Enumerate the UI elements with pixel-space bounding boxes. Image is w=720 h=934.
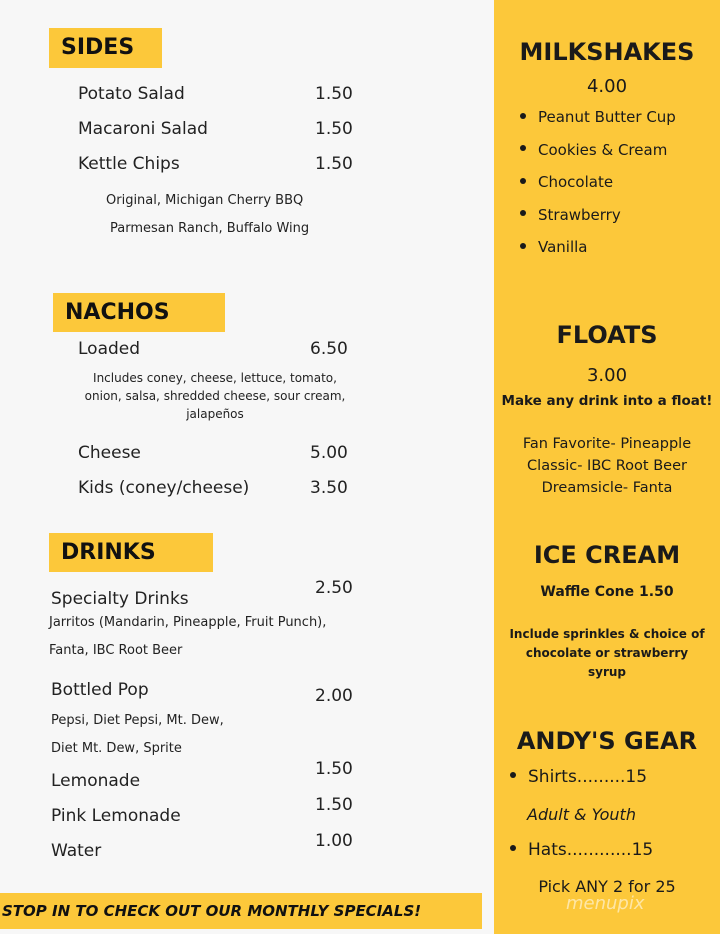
bullet-icon bbox=[520, 145, 526, 151]
bottled-pop-price: 2.00 bbox=[315, 686, 353, 706]
drinks-heading: DRINKS bbox=[49, 533, 213, 572]
pink-lemonade-name: Pink Lemonade bbox=[51, 806, 181, 826]
potato-salad-name: Potato Salad bbox=[78, 84, 185, 104]
monthly-specials-banner: STOP IN TO CHECK OUT OUR MONTHLY SPECIALS! bbox=[0, 893, 482, 929]
bottled-pop-desc-1: Pepsi, Diet Pepsi, Mt. Dew, bbox=[51, 713, 224, 728]
nachos-cheese-price: 5.00 bbox=[310, 443, 348, 463]
floats-price: 3.00 bbox=[586, 365, 628, 386]
gear-shirts-sub: Adult & Youth bbox=[527, 805, 636, 824]
ice-cream-note-2: chocolate or strawberry bbox=[525, 646, 689, 660]
milkshake-flavor-list bbox=[520, 106, 676, 269]
water-name: Water bbox=[51, 841, 102, 861]
ice-cream-note-3: syrup bbox=[587, 665, 626, 679]
milkshakes-heading: MILKSHAKES bbox=[519, 38, 695, 66]
floats-tagline: Make any drink into a float! bbox=[501, 393, 713, 409]
chips-flavors-line1: Original, Michigan Cherry BBQ bbox=[106, 193, 304, 208]
chips-flavors-line2: Parmesan Ranch, Buffalo Wing bbox=[110, 221, 310, 236]
nachos-heading: NACHOS bbox=[53, 293, 225, 332]
gear-deal: Pick ANY 2 for 25 bbox=[538, 877, 676, 896]
ice-cream-heading: ICE CREAM bbox=[533, 541, 681, 569]
bullet-icon bbox=[520, 113, 526, 119]
floats-line2: Classic- IBC Root Beer bbox=[527, 458, 687, 474]
milkshakes-price: 4.00 bbox=[586, 76, 628, 97]
list-item: Cookies & Cream bbox=[520, 139, 676, 172]
floats-heading: FLOATS bbox=[556, 321, 658, 349]
kettle-chips-price: 1.50 bbox=[315, 154, 353, 174]
nachos-loaded-desc-2: onion, salsa, shredded cheese, sour cream, bbox=[84, 389, 346, 403]
nachos-kids-name: Kids (coney/cheese) bbox=[78, 478, 250, 498]
macaroni-salad-price: 1.50 bbox=[315, 119, 353, 139]
list-item: Vanilla bbox=[520, 236, 676, 269]
pink-lemonade-price: 1.50 bbox=[315, 795, 353, 815]
nachos-loaded-desc-3: jalapeños bbox=[186, 407, 244, 421]
ice-cream-note-1: Include sprinkles & choice of bbox=[509, 627, 705, 641]
macaroni-salad-name: Macaroni Salad bbox=[78, 119, 208, 139]
bottled-pop-desc-2: Diet Mt. Dew, Sprite bbox=[51, 741, 182, 756]
bottled-pop-name: Bottled Pop bbox=[51, 680, 149, 700]
specialty-drinks-price: 2.50 bbox=[315, 578, 353, 598]
list-item: Chocolate bbox=[520, 171, 676, 204]
gear-heading: ANDY'S GEAR bbox=[516, 727, 698, 755]
nachos-loaded-price: 6.50 bbox=[310, 339, 348, 359]
gear-shirts: Shirts.........15 bbox=[510, 767, 647, 787]
nachos-loaded-desc-1: Includes coney, cheese, lettuce, tomato, bbox=[93, 371, 337, 385]
list-item: Peanut Butter Cup bbox=[520, 106, 676, 139]
lemonade-name: Lemonade bbox=[51, 771, 141, 791]
floats-line3: Dreamsicle- Fanta bbox=[541, 480, 673, 496]
nachos-kids-price: 3.50 bbox=[310, 478, 348, 498]
kettle-chips-name: Kettle Chips bbox=[78, 154, 180, 174]
nachos-loaded-name: Loaded bbox=[78, 339, 141, 359]
bullet-icon bbox=[510, 772, 516, 778]
bullet-icon bbox=[520, 210, 526, 216]
list-item: Strawberry bbox=[520, 204, 676, 237]
nachos-cheese-name: Cheese bbox=[78, 443, 141, 463]
bullet-icon bbox=[520, 243, 526, 249]
potato-salad-price: 1.50 bbox=[315, 84, 353, 104]
floats-line1: Fan Favorite- Pineapple bbox=[522, 436, 692, 452]
waffle-cone: Waffle Cone 1.50 bbox=[540, 584, 674, 600]
water-price: 1.00 bbox=[315, 831, 353, 851]
gear-hats: Hats............15 bbox=[510, 840, 653, 860]
specialty-drinks-name: Specialty Drinks bbox=[51, 589, 189, 609]
bullet-icon bbox=[520, 178, 526, 184]
specialty-drinks-desc-1: Jarritos (Mandarin, Pineapple, Fruit Punch), bbox=[49, 615, 327, 630]
bullet-icon bbox=[510, 845, 516, 851]
sides-heading: SIDES bbox=[49, 28, 162, 68]
watermark: menupix bbox=[566, 893, 645, 914]
specialty-drinks-desc-2: Fanta, IBC Root Beer bbox=[49, 643, 183, 658]
lemonade-price: 1.50 bbox=[315, 759, 353, 779]
